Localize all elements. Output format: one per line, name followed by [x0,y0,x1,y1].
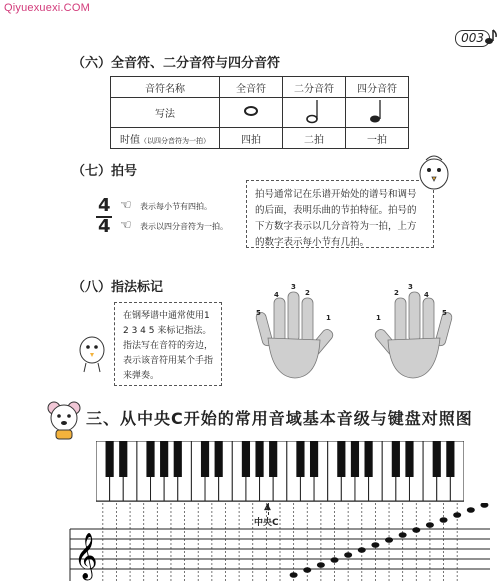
black-key [446,441,454,477]
black-key [433,441,441,477]
staff-note [480,503,488,508]
table-row [111,98,409,128]
music-note-icon [484,28,498,46]
staff-note [317,562,325,568]
right-finger-label: 2 [394,289,399,297]
staff-note [412,527,420,533]
header-cell: 二分音符 [283,77,346,98]
section-7-title: （七）拍号 [72,164,138,179]
right-finger-label: 1 [376,314,381,322]
staff-note [426,522,434,528]
left-finger-label: 1 [326,314,331,322]
header-cell: 四分音符 [346,77,409,98]
black-key [269,441,277,477]
duration-label: 时值（以四分音符为一拍） [111,128,220,149]
header-cell: 全音符 [220,77,283,98]
duration-cell: 四拍 [220,128,283,149]
staff-note [371,542,379,548]
black-key [174,441,182,477]
black-key [392,441,400,477]
black-key [405,441,413,477]
pointing-hand-icon: ☜ [120,218,132,233]
black-key [215,441,223,477]
section-8-title: （八）指法标记 [72,280,164,295]
table-row [111,128,409,149]
black-key [337,441,345,477]
left-finger-label: 2 [305,289,310,297]
black-key [310,441,318,477]
fingering-info-box: 在钢琴谱中通常使用1 2 3 4 5 来标记指法。指法写在音符的旁边，表示该音符用某个手指来弹奏。 [114,302,222,386]
staff-note [331,557,339,563]
black-key [296,441,304,477]
treble-clef-icon: 𝄞 [74,533,98,579]
staff-note [344,552,352,558]
black-key [106,441,114,477]
up-arrow-icon: ▲ [264,502,271,512]
staff-chart [60,503,490,581]
piano-keyboard [96,441,464,503]
note-table [110,76,409,149]
bear-mascot-icon [44,398,84,440]
black-key [160,441,168,477]
black-key [201,441,209,477]
middle-c-label: 中央C [254,518,279,528]
time-sig-bottom-desc: 表示以四分音符为一拍。 [140,222,228,231]
right-hand-icon [368,282,458,382]
section-6-title: （六）全音符、二分音符与四分音符 [72,56,281,71]
staff-note [399,532,407,538]
right-finger-label: 3 [408,283,413,291]
whole-note-icon [244,105,258,117]
half-note-icon [306,98,322,124]
duration-cell: 二拍 [283,128,346,149]
staff-note [453,512,461,518]
right-finger-label: 5 [442,309,447,317]
header-cell: 音符名称 [111,77,220,98]
left-finger-label: 5 [256,309,261,317]
staff-note [290,572,298,578]
black-key [146,441,154,477]
left-finger-label: 3 [291,283,296,291]
time-sig-bottom: 4 [98,216,111,237]
quarter-note-icon [369,98,385,124]
black-key [119,441,127,477]
keyboard-chart-title: 三、从中央C开始的常用音域基本音级与键盘对照图 [86,409,473,428]
table-row [111,77,409,98]
page-number: 003 [455,30,490,47]
watermark: Qiyuexuexi.COM [4,2,90,14]
time-sig-top: 4 [98,195,111,216]
writing-label: 写法 [111,98,220,128]
time-sig-info-box: 拍号通常记在乐谱开始处的谱号和调号的后面，表明乐曲的节拍特征。拍号的下方数字表示以几分音符为一拍，上方的数字表示每小节有几拍。 [246,180,434,248]
left-hand-icon [250,282,340,382]
right-finger-label: 4 [424,291,429,299]
staff-note [440,517,448,523]
chick-mascot-icon [412,150,458,194]
duration-cell: 一拍 [346,128,409,149]
half-note-symbol [283,98,346,128]
time-sig-top-desc: 表示每小节有四拍。 [140,202,212,211]
pointing-hand-icon: ☜ [120,198,132,213]
staff-note [303,567,311,573]
staff-note [385,537,393,543]
staff-note [358,547,366,553]
staff-note [467,507,475,513]
bird-mascot-icon [74,330,110,376]
quarter-note-symbol [346,98,409,128]
black-key [351,441,359,477]
black-key [365,441,373,477]
left-finger-label: 4 [274,291,279,299]
whole-note-symbol [220,98,283,128]
black-key [255,441,263,477]
black-key [242,441,250,477]
